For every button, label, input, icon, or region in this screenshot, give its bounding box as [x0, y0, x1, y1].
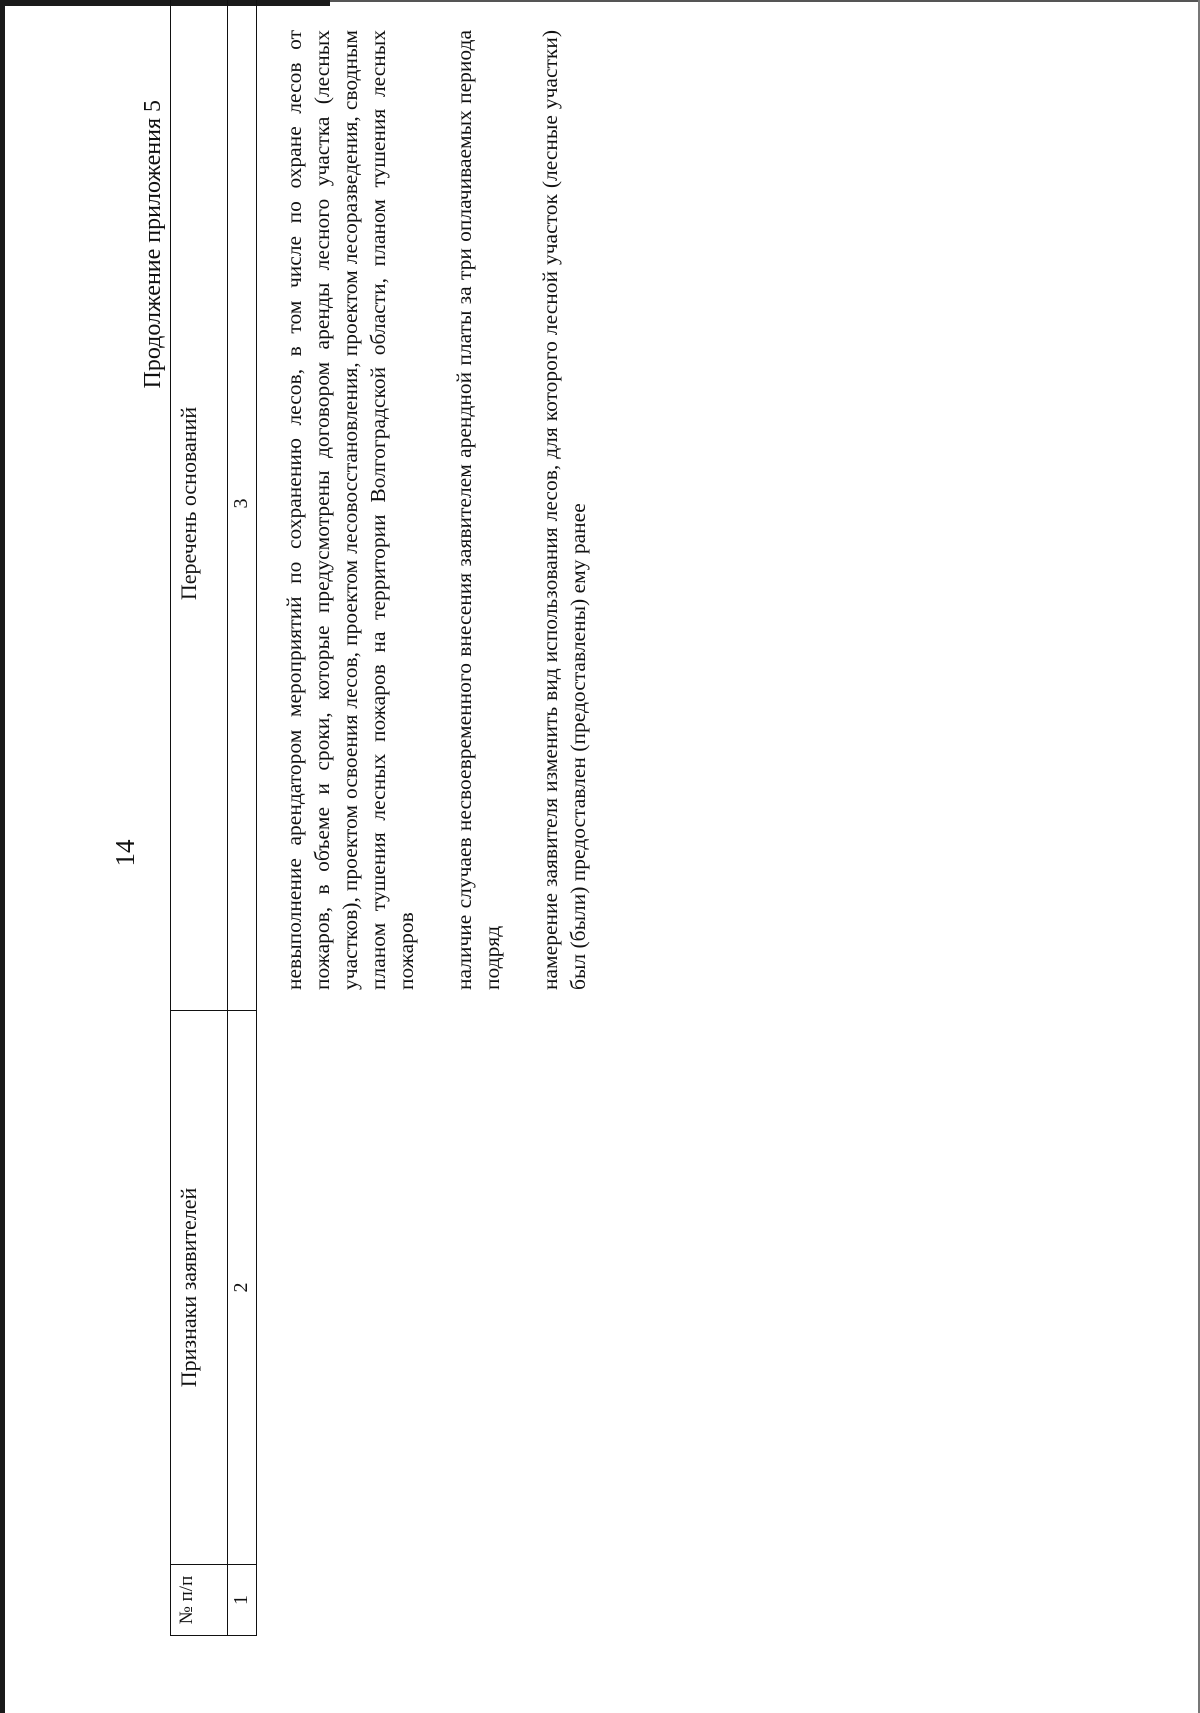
header-num	[171, 1565, 228, 1636]
grounds-list	[280, 30, 592, 990]
grounds-table	[170, 0, 257, 1636]
header-grounds-list-label: Перечень оснований	[176, 406, 201, 601]
ground-item: невыполнение арендатором мероприятий по сохранению лесов, в том числе по охране лесов от пожаров, в объеме и сроки, которые предусмотрены договором аренды лесного участка (лесных участков), проектом освоения лесов, проектом лесовосстановления, проектом лесоразведения, сводным планом тушения лесных пожаров на территории Волгоградской области, планом тушения лесных пожаров	[282, 30, 418, 990]
ground-item: намерение заявителя изменить вид использования лесов, для которого лесной участок (лесные участки) был (были) предоставлен (предоставлены) ему ранее	[538, 30, 590, 990]
table-header-row	[171, 0, 228, 1636]
ground-item: наличие случаев несвоевременного внесения заявителем арендной платы за три оплачиваемых периода подряд	[452, 30, 504, 990]
header-applicant-features-label: Признаки заявителей	[176, 1187, 201, 1388]
column-number-3: 3	[228, 0, 257, 1011]
continuation-label: Продолжение приложения 5	[140, 100, 166, 389]
header-grounds-list	[171, 0, 228, 1011]
header-num-label: № п/п	[176, 1575, 197, 1625]
column-number-row	[228, 0, 257, 1636]
column-number-1: 1	[228, 1565, 257, 1636]
page-number: 14	[110, 839, 140, 867]
header-applicant-features	[171, 1011, 228, 1565]
column-number-2: 2	[228, 1011, 257, 1565]
